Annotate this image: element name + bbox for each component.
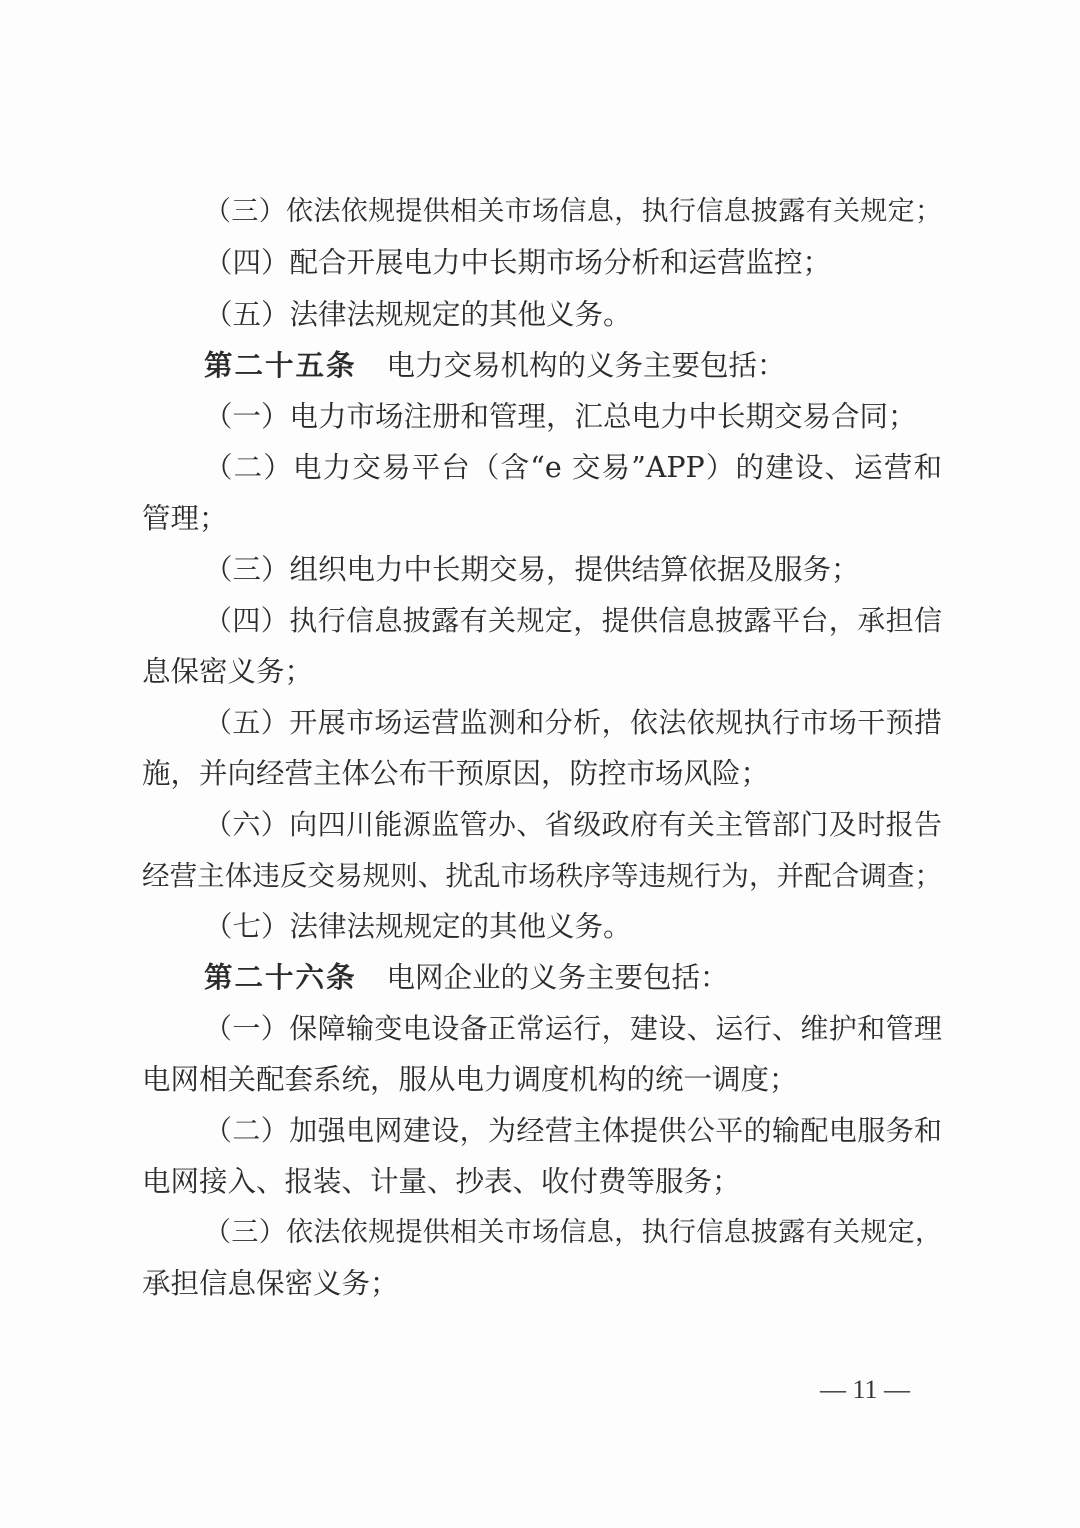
paragraph-line: 电网接入、报装、计量、抄表、收付费等服务； bbox=[142, 1165, 741, 1198]
paragraph-line: 管理； bbox=[142, 502, 228, 535]
paragraph-line: （三）依法依规提供相关市场信息，执行信息披露有关规定， bbox=[204, 1217, 942, 1248]
article-text: 电力交易机构的义务主要包括： bbox=[386, 349, 786, 382]
paragraph-line: （一）保障输变电设备正常运行，建设、运行、维护和管理 bbox=[204, 1012, 942, 1045]
article-text: 电网企业的义务主要包括： bbox=[386, 961, 729, 994]
paragraph-line: 承担信息保密义务； bbox=[142, 1267, 399, 1300]
paragraph-line: 息保密义务； bbox=[142, 655, 314, 688]
article-number: 第二十六条 bbox=[204, 961, 357, 994]
paragraph-line: （四）配合开展电力中长期市场分析和运营监控； bbox=[204, 246, 832, 279]
paragraph-line: （五）法律法规规定的其他义务。 bbox=[204, 298, 632, 331]
paragraph-line: 电网相关配套系统，服从电力调度机构的统一调度； bbox=[142, 1063, 798, 1096]
paragraph-line: （一）电力市场注册和管理，汇总电力中长期交易合同； bbox=[204, 400, 917, 433]
paragraph-line: （三）依法依规提供相关市场信息，执行信息披露有关规定； bbox=[204, 196, 942, 227]
page-number: — 11 — bbox=[819, 1375, 911, 1404]
article-heading-line bbox=[204, 953, 942, 1003]
paragraph-line: （四）执行信息披露有关规定，提供信息披露平台，承担信 bbox=[204, 604, 942, 637]
paragraph-line: （六）向四川能源监管办、省级政府有关主管部门及时报告 bbox=[204, 808, 942, 841]
article-number: 第二十五条 bbox=[204, 349, 357, 382]
article-heading-line bbox=[204, 341, 942, 391]
paragraph-line: （二）电力交易平台（含“e 交易”APP）的建设、运营和 bbox=[204, 451, 942, 484]
paragraph-line: （五）开展市场运营监测和分析，依法依规执行市场干预措 bbox=[204, 706, 942, 739]
paragraph-line: 施，并向经营主体公布干预原因，防控市场风险； bbox=[142, 757, 770, 790]
paragraph-line: 经营主体违反交易规则、扰乱市场秩序等违规行为，并配合调查； bbox=[142, 860, 942, 892]
paragraph-line: （二）加强电网建设，为经营主体提供公平的输配电服务和 bbox=[204, 1114, 942, 1147]
paragraph-line: （七）法律法规规定的其他义务。 bbox=[204, 910, 632, 943]
paragraph-line: （三）组织电力中长期交易，提供结算依据及服务； bbox=[204, 553, 860, 586]
